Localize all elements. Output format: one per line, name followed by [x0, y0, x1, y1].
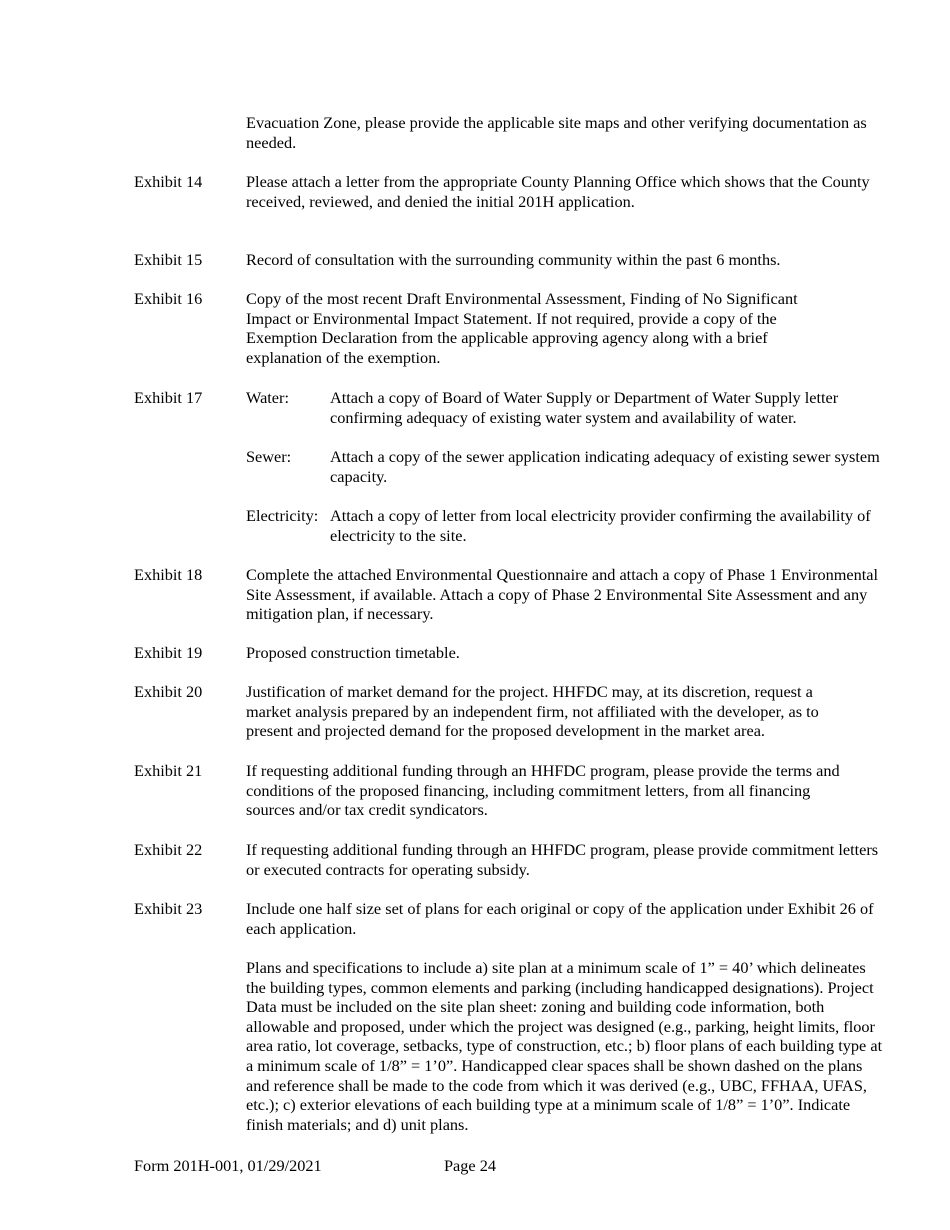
- water-text: Attach a copy of Board of Water Supply or Department of Water Supply letter confirming adequacy of existing water system and availability of water.: [330, 388, 839, 427]
- sewer-text: Attach a copy of the sewer application indicating adequacy of existing sewer system capacity.: [330, 447, 880, 486]
- exhibit-18-text: Complete the attached Environmental Questionnaire and attach a copy of Phase 1 Environmental Site Assessment, if available. Attach a copy of Phase 2 Environmental Site Assessment and any mitigation plan, if necessary.: [246, 565, 879, 624]
- exhibit-21-label: Exhibit 21: [134, 761, 203, 780]
- exhibit-22-text: If requesting additional funding through an HHFDC program, please provide commitment letters or executed contracts for operating subsidy.: [246, 840, 879, 879]
- exhibit-20-text-b: not affiliated with the developer, as to present and projected demand for the proposed development in the market area.: [246, 701, 819, 741]
- intro-text: Evacuation Zone, please provide the applicable site maps and other verifying documentation as needed.: [246, 113, 867, 152]
- electricity-text: Attach a copy of letter from local electricity provider confirming the availability of electricity to the site.: [330, 506, 871, 545]
- exhibit-16-label: Exhibit 16: [134, 289, 203, 308]
- exhibit-23-label: Exhibit 23: [134, 899, 203, 918]
- exhibit-21-text: If requesting additional funding through an HHFDC program, please provide the terms and conditions of the proposed financing, including commitment letters, from all financing sources and/or tax credit syndicators.: [246, 761, 840, 820]
- exhibit-18-label: Exhibit 18: [134, 565, 203, 584]
- exhibit-16-text: Copy of the most recent Draft Environmental Assessment, Finding of No Significant Impact or Environmental Impact Statement. If not required, provide a copy of the Exemption Declaration from the applicable approving agency along with a brief explanation of the exemption.: [246, 289, 798, 367]
- footer-form-id: Form 201H-001, 01/29/2021: [134, 1156, 322, 1175]
- exhibit-19-text: Proposed construction timetable.: [246, 643, 460, 662]
- exhibit-23-text: Include one half size set of plans for each original or copy of the application under Exhibit 26 of each application.: [246, 899, 874, 938]
- exhibit-15-label: Exhibit 15: [134, 250, 203, 269]
- water-label: Water:: [246, 388, 289, 407]
- exhibit-20-text-a: Justification of market demand for the project. HHFDC may, at its discretion, request a market analysis prepared by an independent firm: [246, 682, 813, 721]
- exhibit-20-text: [246, 682, 861, 741]
- sewer-label: Sewer:: [246, 447, 292, 466]
- footer-page-number: Page 24: [444, 1156, 496, 1175]
- exhibit-17-label: Exhibit 17: [134, 388, 203, 407]
- exhibit-22-label: Exhibit 22: [134, 840, 203, 859]
- exhibit-15-text: Record of consultation with the surrounding community within the past 6 months.: [246, 250, 781, 269]
- exhibit-20-label: Exhibit 20: [134, 682, 203, 701]
- exhibit-19-label: Exhibit 19: [134, 643, 203, 662]
- exhibit-23-plans-text: Plans and specifications to include a) site plan at a minimum scale of 1” = 40’ which delineates the building types, common elements and parking (including handicapped designations). Project Data must be included on the site plan sheet: zoning and building code information, both allowable and proposed, under which the project was designed (e.g., parking, height limits, floor area ratio, lot coverage, setbacks, type of construction, etc.; b) floor plans of each building type at a minimum scale of 1/8” = 1’0”. Handicapped clear spaces shall be shown dashed on the plans and reference shall be made to the code from which it was derived (e.g., UBC, FFHAA, UFAS, etc.); c) exterior elevations of each building type at a minimum scale of 1/8” = 1’0”. Indicate finish materials; and d) unit plans.: [246, 958, 883, 1134]
- exhibit-14-text: Please attach a letter from the appropriate County Planning Office which shows that the County received, reviewed, and denied the initial 201H application.: [246, 172, 870, 211]
- exhibit-14-label: Exhibit 14: [134, 172, 203, 191]
- electricity-label: Electricity:: [246, 506, 319, 525]
- exhibit-20-comma: ,: [564, 701, 569, 721]
